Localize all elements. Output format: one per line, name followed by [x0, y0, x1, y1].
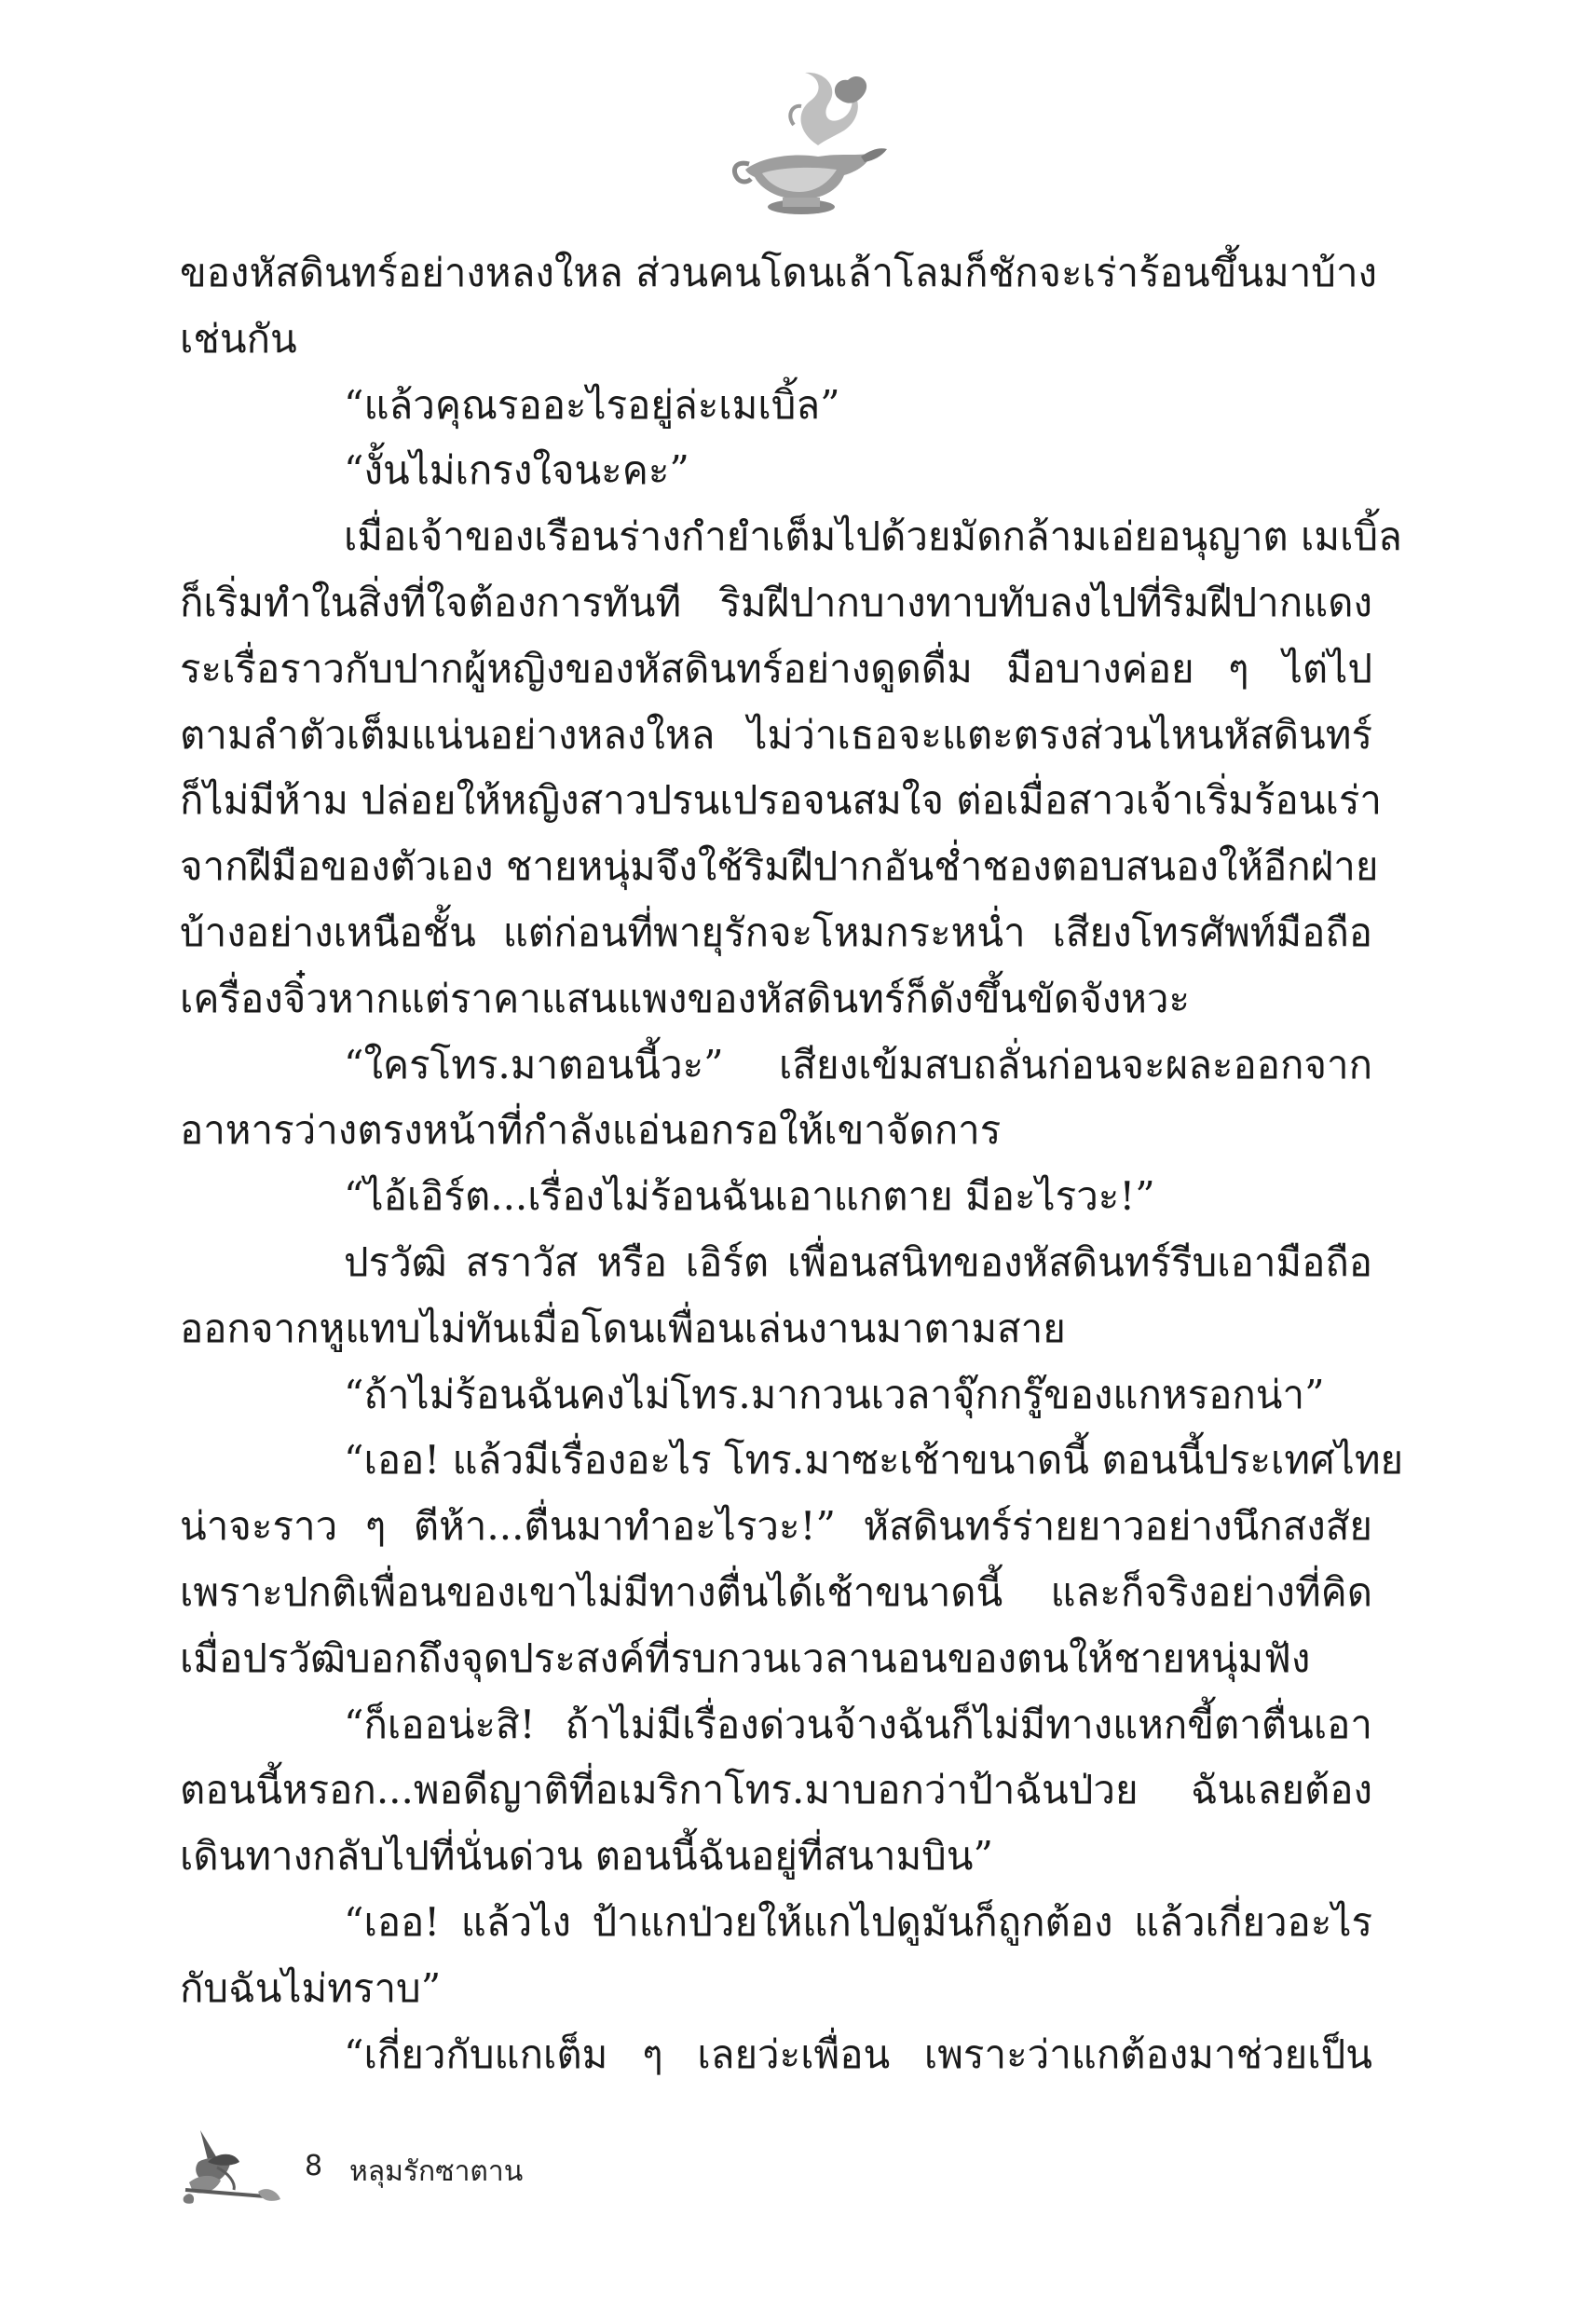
- text-line: เมื่อปรวัฒิบอกถึงจุดประสงค์ที่รบกวนเวลานอนของตนให้ชายหนุ่มฟัง: [180, 1634, 1311, 1681]
- text-line: “เกี่ยวกับแกเต็ม ๆ เลยว่ะเพื่อน เพราะว่าแกต้องมาช่วยเป็น: [344, 2031, 1372, 2077]
- text-line: “ถ้าไม่ร้อนฉันคงไม่โทร.มากวนเวลาจุ๊กกรู๊ของแกหรอกน่า”: [344, 1371, 1325, 1417]
- page-footer: [180, 2125, 832, 2208]
- text-line: ตามลำตัวเต็มแน่นอย่างหลงใหล ไม่ว่าเธอจะแตะตรงส่วนไหนหัสดินทร์: [180, 711, 1372, 758]
- text-line: ปรวัฒิ สราวัส หรือ เอิร์ต เพื่อนสนิทของหัสดินทร์รีบเอามือถือ: [344, 1238, 1372, 1285]
- text-line: เดินทางกลับไปที่นั่นด่วน ตอนนี้ฉันอยู่ที่สนามบิน”: [180, 1833, 993, 1880]
- text-line: ก็เริ่มทำในสิ่งที่ใจต้องการทันที ริมฝีปากบางทาบทับลงไปที่ริมฝีปากแดง: [180, 579, 1372, 625]
- page-number: 8: [305, 2150, 323, 2182]
- text-line: ตอนนี้หรอก...พอดีญาติที่อเมริกาโทร.มาบอกว่าป้าฉันป่วย ฉันเลยต้อง: [180, 1767, 1372, 1813]
- text-line: บ้างอย่างเหนือชั้น แต่ก่อนที่พายุรักจะโหมกระหน่ำ เสียงโทรศัพท์มือถือ: [180, 909, 1372, 955]
- text-line: “เออ! แล้วไง ป้าแกป่วยให้แกไปดูมันก็ถูกต้อง แล้วเกี่ยวอะไร: [344, 1898, 1372, 1945]
- text-line: “ก็เออน่ะสิ! ถ้าไม่มีเรื่องด่วนจ้างฉันก็ไม่มีทางแหกขี้ตาตื่นเอา: [344, 1701, 1372, 1747]
- text-line: “ไอ้เอิร์ต...เรื่องไม่ร้อนฉันเอาแกตาย มีอะไรวะ!”: [344, 1173, 1155, 1220]
- text-line: ก็ไม่มีห้าม ปล่อยให้หญิงสาวปรนเปรอจนสมใจ ต่อเมื่อสาวเจ้าเริ่มร้อนเร่า: [180, 777, 1382, 824]
- running-title: หลุมรักซาตาน: [349, 2155, 524, 2188]
- text-line: จากฝีมือของตัวเอง ชายหนุ่มจึงใช้ริมฝีปากอันช่ำชองตอบสนองให้อีกฝ่าย: [180, 843, 1379, 890]
- chapter-body-text: [180, 240, 1404, 2087]
- text-line: ออกจากหูแทบไม่ทันเมื่อโดนเพื่อนเล่นงานมาตามสาย: [180, 1305, 1066, 1351]
- text-line: กับฉันไม่ทราบ”: [180, 1964, 442, 2011]
- text-line: ระเรื่อราวกับปากผู้หญิงของหัสดินทร์อย่างดูดดื่ม มือบางค่อย ๆ ไต่ไป: [180, 645, 1372, 691]
- witch-on-broom-icon: [180, 2125, 282, 2208]
- text-line: อาหารว่างตรงหน้าที่กำลังแอ่นอกรอให้เขาจัดการ: [180, 1107, 1002, 1154]
- text-line: น่าจะราว ๆ ตีห้า...ตื่นมาทำอะไรวะ!” หัสดินทร์ร่ายยาวอย่างนึกสงสัย: [180, 1503, 1372, 1550]
- text-line: เมื่อเจ้าของเรือนร่างกำยำเต็มไปด้วยมัดกล้ามเอ่ยอนุญาต เมเบิ้ล: [344, 513, 1402, 560]
- text-line: “งั้นไม่เกรงใจนะคะ”: [344, 447, 689, 494]
- text-line: เครื่องจิ๋วหากแต่ราคาแสนแพงของหัสดินทร์ก็ดังขึ้นขัดจังหวะ: [180, 975, 1191, 1021]
- text-line: “ใครโทร.มาตอนนี้วะ” เสียงเข้มสบถลั่นก่อนจะผละออกจาก: [344, 1041, 1372, 1087]
- text-line: “แล้วคุณรออะไรอยู่ล่ะเมเบิ้ล”: [344, 381, 840, 428]
- text-line: “เออ! แล้วมีเรื่องอะไร โทร.มาซะเช้าขนาดนี้ ตอนนี้ประเทศไทย: [344, 1437, 1404, 1484]
- text-line: เพราะปกติเพื่อนของเขาไม่มีทางตื่นได้เช้าขนาดนี้ และก็จริงอย่างที่คิด: [180, 1568, 1372, 1615]
- magic-lamp-icon: [708, 60, 894, 227]
- text-line: เช่นกัน: [180, 315, 297, 362]
- text-line: ของหัสดินทร์อย่างหลงใหล ส่วนคนโดนเล้าโลมก็ชักจะเร่าร้อนขึ้นมาบ้าง: [180, 250, 1378, 295]
